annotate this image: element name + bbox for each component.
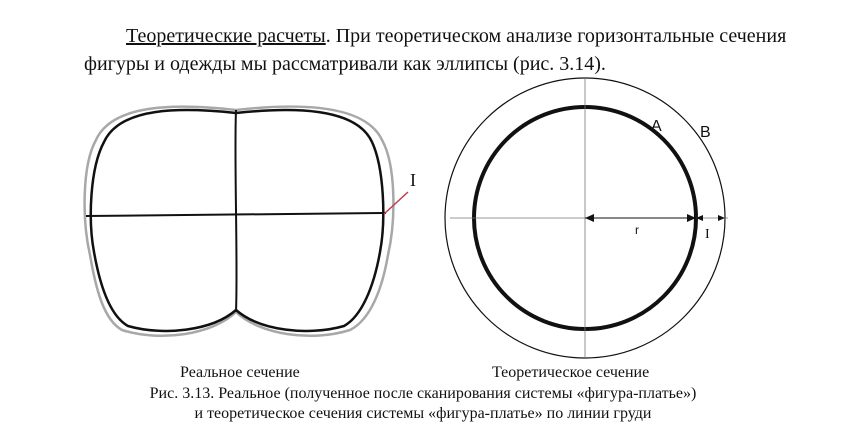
section-heading: Теоретические расчеты [126,25,326,47]
gap-label: I [705,227,710,242]
vertical-axis [235,110,236,312]
circle-a-label: A [651,118,662,135]
radius-label: r [635,223,639,237]
radius-arrow-left [585,214,594,222]
real-section-drawing [85,107,416,336]
figure-caption [0,384,846,424]
theoretical-section-drawing [445,78,728,358]
figure-caption-line-2: и теоретическое сечения системы «фигура-платье» по линии груди [194,405,652,422]
garment-outline [85,107,394,336]
intro-text: . При теоретическом анализе горизонтальные сечения фигуры и одежды мы рассматривали как эллипсы (рис. 3.14). [84,25,787,75]
gap-arrow-right [718,215,725,221]
circle-b-label: B [700,124,711,141]
theoretical-section-caption: Теоретическое сечение [492,364,650,381]
real-section-caption: Реальное сечение [180,364,300,381]
left-marker-label: I [410,170,416,190]
figure-caption-line-1: Рис. 3.13. Реальное (полученное после сканирования системы «фигура-платье») [149,385,697,402]
marker-leader-line [384,192,408,214]
